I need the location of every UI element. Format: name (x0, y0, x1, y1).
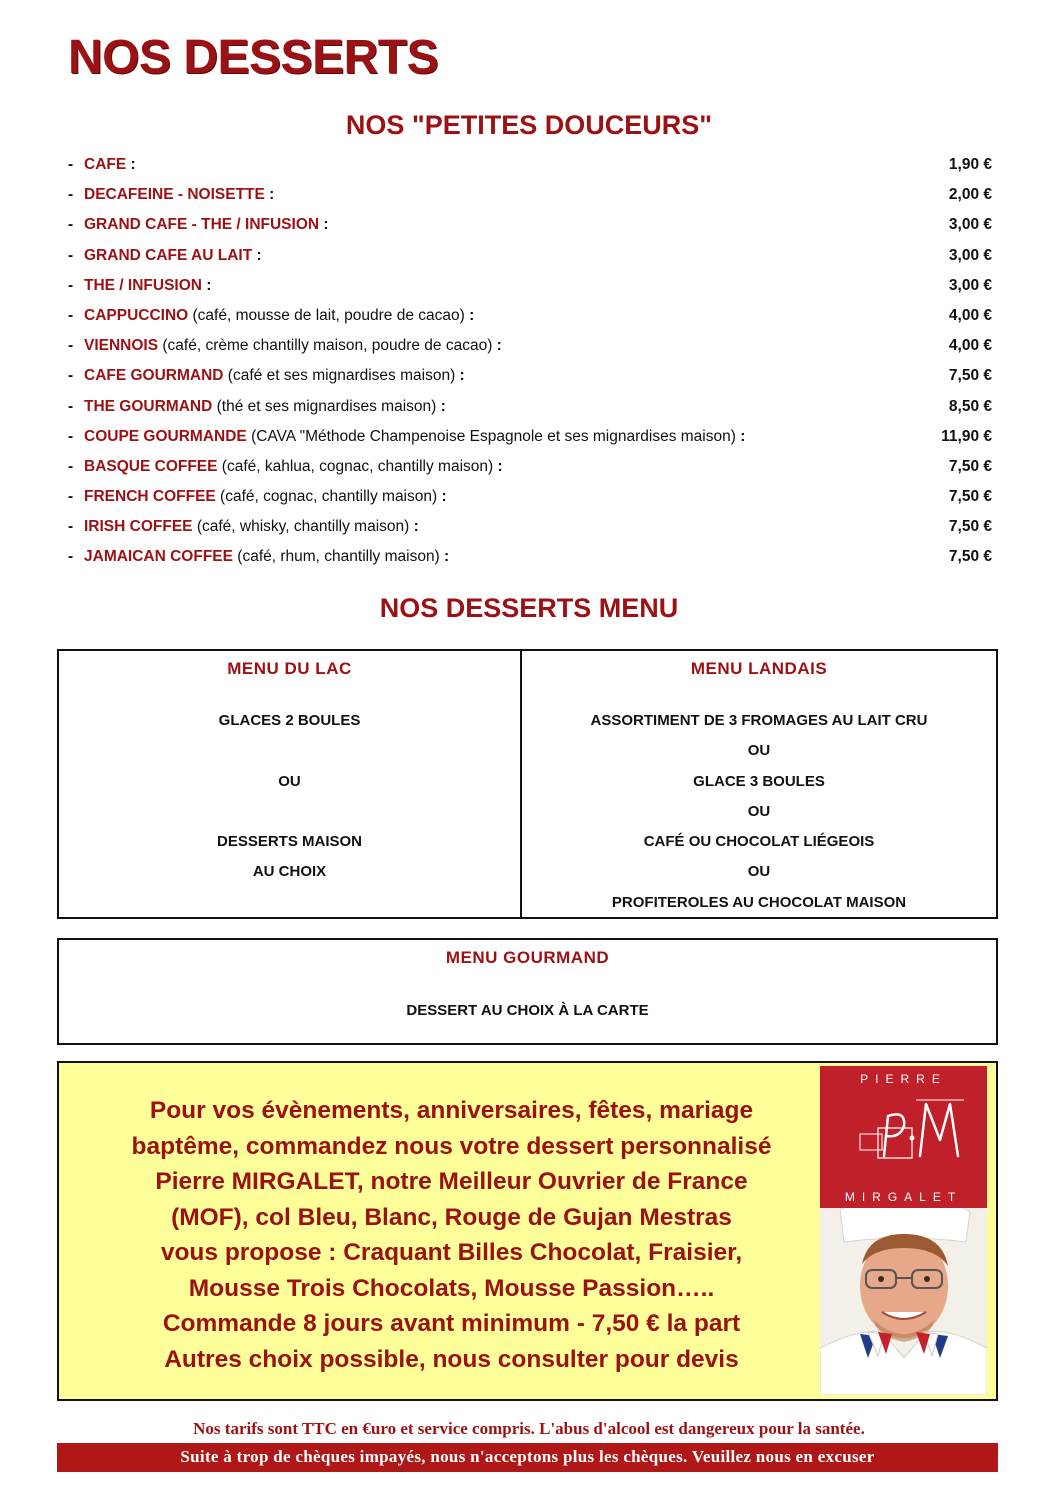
dash: - (68, 367, 74, 385)
item-price: 4,00 € (948, 337, 992, 355)
promo-line: Commande 8 jours avant minimum - 7,50 € la part (162, 1310, 741, 1337)
item-colon: : (269, 186, 275, 204)
item-name: JAMAICAN COFFEE (84, 548, 233, 566)
item-name: BASQUE COFFEE (84, 457, 218, 475)
promo-line: Pour vos évènements, anniversaires, fêtes, mariage (149, 1097, 754, 1124)
promo-line: Mousse Trois Chocolats, Mousse Passion….. (188, 1274, 715, 1302)
item-name: FRENCH COFFEE (84, 488, 216, 506)
item-desc: (café, kahlua, cognac, chantilly maison) (217, 457, 498, 475)
list-item (68, 241, 992, 271)
menu-landais-title: MENU LANDAIS (690, 659, 828, 678)
chef-portrait-icon (820, 1208, 987, 1395)
menu-gourmand-title: MENU GOURMAND (445, 948, 610, 967)
list-item (68, 150, 992, 180)
item-colon: : (206, 276, 212, 294)
item-name: GRAND CAFE AU LAIT (84, 246, 253, 264)
item-name: IRISH COFFEE (84, 518, 193, 536)
menu-line: AU CHOIX (252, 863, 327, 880)
item-desc: (café, crème chantilly maison, poudre de cacao) (158, 337, 497, 355)
list-item (68, 452, 992, 482)
dash: - (68, 216, 74, 234)
menu-line: GLACES 2 BOULES (218, 712, 361, 729)
item-colon: : (130, 156, 136, 173)
item-colon: : (459, 367, 465, 385)
promo-line: (MOF), col Bleu, Blanc, Rouge de Gujan Mestras (171, 1203, 732, 1231)
list-item (68, 392, 992, 422)
cheque-notice-banner: Suite à trop de chèques impayés, nous n'acceptons plus les chèques. Veuillez nous en excuser (57, 1443, 998, 1472)
chef-image (820, 1066, 987, 1395)
section-title-douceurs: NOS "PETITES DOUCEURS" (345, 110, 713, 140)
item-name: VIENNOIS (84, 337, 159, 355)
menu-du-lac (59, 651, 522, 917)
item-desc: (café, rhum, chantilly maison) (232, 548, 445, 566)
item-name: THE / INFUSION (84, 276, 202, 294)
section-title-menus: NOS DESSERTS MENU (379, 593, 679, 623)
item-desc: (café et ses mignardises maison) (223, 367, 460, 385)
logo-text-top: PIERRE (860, 1072, 947, 1086)
list-item (68, 361, 992, 391)
menu-line: ASSORTIMENT DE 3 FROMAGES AU LAIT CRU (590, 712, 928, 729)
tax-notice: Nos tarifs sont TTC en €uro et service compris. L'abus d'alcool est dangereux pour la santée. (193, 1419, 865, 1438)
dash: - (68, 306, 74, 324)
item-colon: : (256, 246, 262, 264)
item-desc: (café, mousse de lait, poudre de cacao) (188, 306, 470, 324)
item-name: DECAFEINE - NOISETTE (84, 186, 265, 204)
item-price: 3,00 € (948, 246, 992, 264)
list-item (68, 180, 992, 210)
item-price: 3,00 € (948, 276, 992, 294)
item-price: 7,50 € (948, 457, 992, 475)
item-price: 7,50 € (948, 488, 992, 506)
list-item (68, 331, 992, 361)
item-price: 4,00 € (948, 306, 992, 324)
menu-line: PROFITEROLES AU CHOCOLAT MAISON (611, 894, 907, 911)
item-colon: : (441, 488, 447, 506)
item-name: CAFE GOURMAND (84, 367, 224, 385)
list-item (68, 271, 992, 301)
dash: - (68, 457, 74, 475)
item-name: CAFE (84, 156, 127, 173)
item-colon: : (497, 457, 503, 475)
menus-table (57, 649, 998, 919)
item-name: GRAND CAFE - THE / INFUSION (84, 216, 320, 234)
dash: - (68, 186, 74, 204)
menu-line: OU (278, 773, 301, 790)
list-item (68, 482, 992, 512)
item-colon: : (444, 548, 450, 566)
page-title: NOS DESSERTS (68, 31, 439, 84)
item-price: 1,90 € (948, 156, 992, 173)
dash: - (68, 246, 74, 264)
promo-line: baptême, commandez nous votre dessert personnalisé (131, 1132, 772, 1160)
item-desc: (thé et ses mignardises maison) (212, 397, 441, 415)
promo-line: Autres choix possible, nous consulter pour devis (164, 1345, 739, 1373)
item-colon: : (496, 337, 502, 355)
item-price: 3,00 € (948, 216, 992, 234)
menu-line: OU (747, 742, 771, 759)
dash: - (68, 427, 74, 445)
menu-du-lac-title: MENU DU LAC (227, 659, 352, 678)
item-desc: (CAVA "Méthode Champenoise Espagnole et ses mignardises maison) (246, 427, 741, 445)
item-name: CAPPUCCINO (84, 306, 189, 324)
dash: - (68, 488, 74, 506)
list-item (68, 422, 992, 452)
item-name: COUPE GOURMANDE (84, 427, 247, 445)
item-desc: (café, cognac, chantilly maison) (215, 488, 442, 506)
dash: - (68, 156, 74, 173)
menu-line: DESSERT AU CHOIX À LA CARTE (406, 1002, 649, 1019)
pierre-mirgalet-logo (820, 1066, 987, 1208)
promo-text (59, 1093, 844, 1377)
list-item (68, 542, 992, 572)
menu-line: DESSERTS MAISON (216, 833, 363, 850)
menu-line: GLACE 3 BOULES (693, 773, 825, 790)
list-item (68, 301, 992, 331)
dash: - (68, 548, 74, 566)
list-item (68, 512, 992, 542)
logo-text-bottom: MIRGALET (844, 1190, 963, 1204)
item-price: 11,90 € (941, 427, 992, 445)
item-colon: : (740, 427, 746, 445)
menu-line: OU (747, 803, 771, 820)
item-price: 7,50 € (948, 518, 992, 536)
item-price: 2,00 € (948, 186, 992, 204)
dash: - (68, 276, 74, 294)
item-colon: : (440, 397, 446, 415)
promo-line: vous propose : Craquant Billes Chocolat, Fraisier, (160, 1239, 743, 1266)
menu-landais (522, 651, 996, 917)
menu-line: CAFÉ OU CHOCOLAT LIÉGEOIS (643, 833, 875, 850)
douceurs-list (68, 150, 992, 573)
pm-monogram-icon (854, 1094, 966, 1176)
item-price: 7,50 € (948, 548, 992, 566)
list-item (68, 210, 992, 240)
dash: - (68, 518, 74, 536)
menu-line: OU (747, 863, 771, 880)
item-price: 8,50 € (948, 397, 992, 415)
menu-gourmand (57, 938, 998, 1045)
item-colon: : (469, 306, 475, 324)
promo-line: Pierre MIRGALET, notre Meilleur Ouvrier de France (155, 1168, 748, 1195)
item-name: THE GOURMAND (84, 397, 213, 415)
dash: - (68, 337, 74, 355)
dash: - (68, 397, 74, 415)
item-colon: : (323, 216, 329, 234)
item-colon: : (413, 518, 419, 536)
item-price: 7,50 € (948, 367, 992, 385)
item-desc: (café, whisky, chantilly maison) (192, 518, 414, 536)
